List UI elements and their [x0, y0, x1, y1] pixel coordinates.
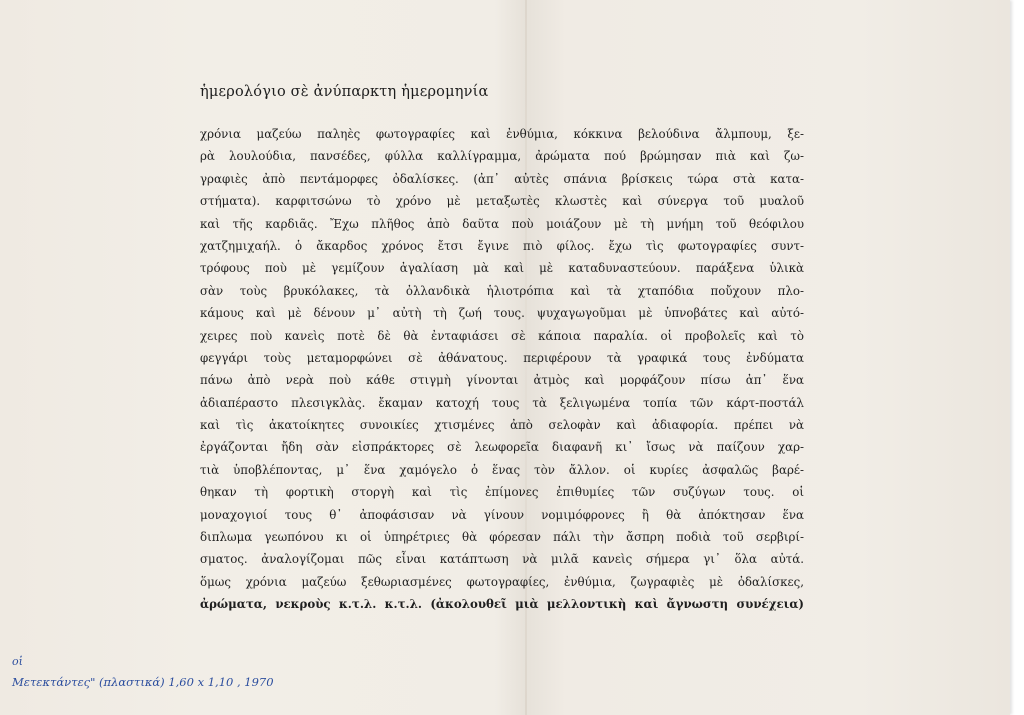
text-line: χρόνια μαζεύω παληὲς φωτογραφίες καὶ ἐνθύμια, κόκκινα βελούδινα ἄλμπουμ, ξε-	[200, 127, 804, 141]
text-line: πάνω ἀπὸ νερὰ ποὺ κάθε στιγμὴ γίνονται ἀτμὸς καὶ μορφάζουν πίσω ἀπ᾿ ἕνα	[200, 373, 804, 388]
handwritten-mark: οἱ	[12, 655, 23, 668]
body-text	[200, 123, 804, 616]
text-line: στήματα). καρφιτσώνω τὸ χρόνο μὲ μεταξωτὲς κλωστὲς καὶ σύνεργα τοῦ μυαλοῦ	[200, 194, 804, 209]
text-line: ἀδιαπέραστο πλεσιγκλὰς. ἔκαμαν κατοχή τους τὰ ξελιγωμένα τοπία τῶν κάρτ-ποστάλ	[200, 395, 804, 410]
text-line: μοναχογιοί τους θ᾿ ἀποφάσισαν νὰ γίνουν νομιμόφρονες ἢ θὰ ἀπόκτησαν ἕνα	[200, 507, 804, 522]
text-line: καὶ τὶς ἀκατοίκητες συνοικίες χτισμένες ἀπὸ σελοφὰν καὶ ἀδιαφορία. πρέπει νὰ	[200, 418, 804, 433]
text-line: σματος. ἀναλογίζομαι πῶς εἶναι κατάπτωση νὰ μιλᾶ κανεὶς σήμερα γι᾿ ὅλα αὐτά.	[200, 552, 804, 567]
text-line: ἐργάζονται ἤδη σὰν εἰσπράκτορες σὲ λεωφορεῖα διαφανῆ κι᾿ ἴσως νὰ παίζουν χαρ-	[200, 440, 804, 455]
text-line: γραφιὲς ἀπὸ πεντάμορφες ὀδαλίσκες. (ἀπ᾿ αὐτὲς σπάνια βρίσκεις τώρα στὰ κατα-	[200, 171, 804, 186]
handwritten-annotation	[8, 655, 308, 710]
handwritten-caption: Μετεκτάντες" (πλαστικά) 1,60 x 1,10 , 1970	[12, 675, 274, 689]
text-line: χατζημιχαήλ. ὁ ἄκαρδος χρόνος ἔτσι ἔγινε πιὸ φίλος. ἔχω τὶς φωτογραφίες συντ-	[200, 238, 804, 253]
text-line: καὶ τῆς καρδιᾶς. Ἔχω πλῆθος ἀπὸ δαῦτα ποὺ μοιάζουν μὲ τὴ μνήμη τοῦ θεόφιλου	[200, 216, 804, 231]
text-line: σὰν τοὺς βρυκόλακες, τὰ ὀλλανδικὰ ἡλιοτρόπια καὶ τὰ χταπόδια ποὔχουν πλο-	[200, 283, 804, 298]
text-line-final: ἀρώματα, νεκροὺς κ.τ.λ. κ.τ.λ. (ἀκολουθεῖ μιὰ μελλοντικὴ καὶ ἄγνωστη συνέχεια)	[200, 597, 804, 612]
text-line: ρὰ λουλούδια, πανσέδες, φύλλα καλλίγραμμα, ἀρώματα πού βρώμησαν πιὰ καὶ ζω-	[200, 149, 804, 164]
text-line: διπλωμα γεωπόνου κι οἱ ὑπηρέτριες θὰ φόρεσαν πάλι τὴν ἄσπρη ποδιὰ τοῦ σερβιρί-	[200, 530, 804, 545]
text-line: θηκαν τὴ φορτικὴ στοργὴ καὶ τὶς ἐπίμονες ἐπιθυμίες τῶν συζύγων τους. οἱ	[200, 485, 804, 500]
page-title: ἡμερολόγιο σὲ ἀνύπαρκτη ἡμερομηνία	[200, 84, 489, 100]
text-line: φεγγάρι τοὺς μεταμορφώνει σὲ ἀθάνατους. περιφέρουν τὰ γραφικά τους ἐνδύματα	[200, 350, 804, 365]
text-line: κάμους καὶ μὲ δένουν μ᾿ αὐτὴ τὴ ζωή τους. ψυχαγωγοῦμαι μὲ ὑπνοβάτες καὶ αὐτό-	[200, 306, 804, 321]
text-line: τιὰ ὑποβλέποντας, μ᾿ ἕνα χαμόγελο ὁ ἕνας τὸν ἄλλον. οἱ κυρίες ἀσφαλῶς βαρέ-	[200, 462, 804, 477]
text-line: ὅμως χρόνια μαζεύω ξεθωριασμένες φωτογραφίες, ἐνθύμια, ζωγραφιὲς μὲ ὀδαλίσκες,	[200, 574, 804, 589]
text-line: χειρες ποὺ κανεὶς ποτὲ δὲ θὰ ἐνταφιάσει σὲ κάποια παραλία. οἱ προβολεῖς καὶ τὸ	[200, 328, 804, 343]
text-line: τρόφους ποὺ μὲ γεμίζουν ἀγαλίαση μὰ καὶ μὲ καταδυναστεύουν. παράξενα ὑλικὰ	[200, 261, 804, 276]
